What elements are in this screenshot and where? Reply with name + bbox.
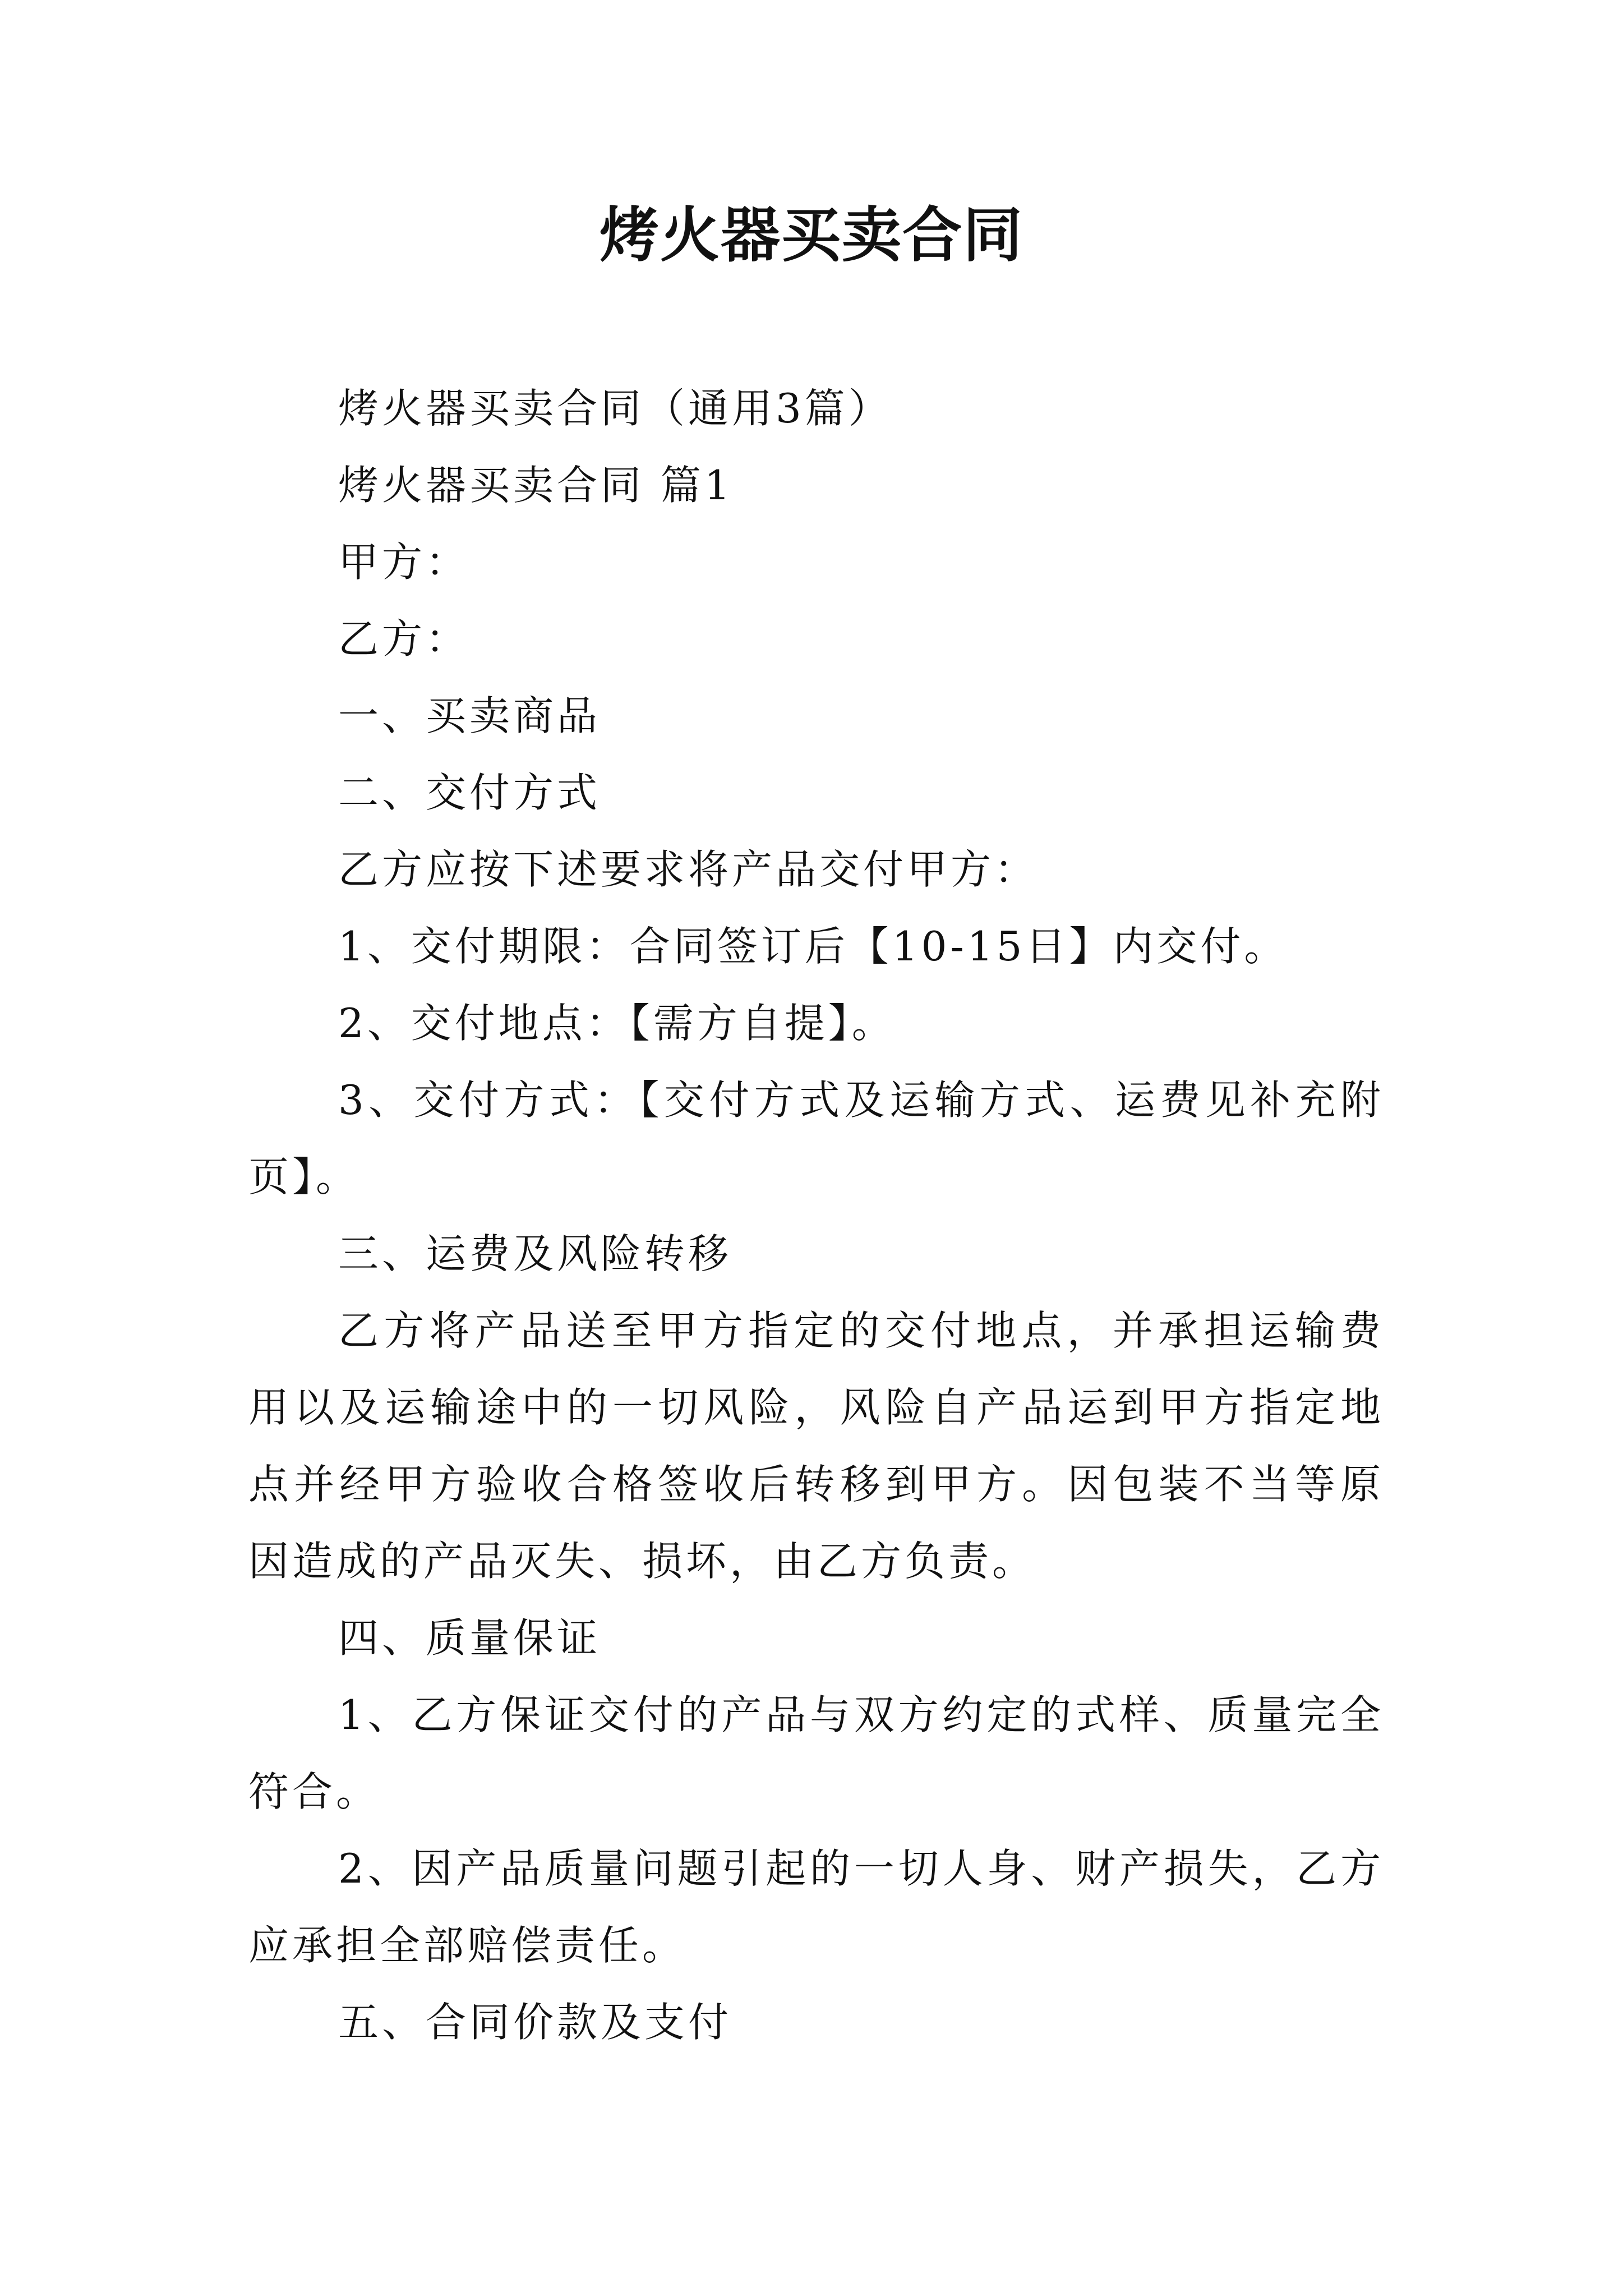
paragraph: 四、质量保证 xyxy=(338,1614,601,1662)
paragraph: 3、交付方式：【交付方式及运输方式、运费见补充附页】。 xyxy=(248,1076,1384,1200)
paragraph: 三、运费及风险转移 xyxy=(338,1230,732,1277)
paragraph: 一、买卖商品 xyxy=(338,692,601,739)
paragraph: 五、合同价款及支付 xyxy=(338,1999,732,2046)
paragraph: 乙方应按下述要求将产品交付甲方： xyxy=(338,846,1039,893)
paragraph: 乙方： xyxy=(338,615,470,662)
paragraph: 1、乙方保证交付的产品与双方约定的式样、质量完全符合。 xyxy=(248,1691,1384,1815)
paragraph: 2、因产品质量问题引起的一切人身、财产损失，乙方应承担全部赔偿责任。 xyxy=(248,1845,1384,1969)
paragraph: 烤火器买卖合同 篇1 xyxy=(338,462,734,509)
paragraph: 2、交付地点：【需方自提】。 xyxy=(338,1000,896,1047)
paragraph: 甲方： xyxy=(338,539,470,586)
paragraph: 烤火器买卖合同（通用3篇） xyxy=(338,385,892,432)
document-body xyxy=(248,370,1384,2061)
paragraph: 乙方将产品送至甲方指定的交付地点，并承担运输费用以及运输途中的一切风险，风险自产品运到甲方指定地点并经甲方验收合格签收后转移到甲方。因包装不当等原因造成的产品灭失、损坏，由乙方负责。 xyxy=(248,1307,1384,1585)
document-title: 烤火器买卖合同 xyxy=(600,201,1023,270)
paragraph: 1、交付期限：合同签订后【10-15日】内交付。 xyxy=(338,923,1288,970)
paragraph: 二、交付方式 xyxy=(338,769,601,816)
